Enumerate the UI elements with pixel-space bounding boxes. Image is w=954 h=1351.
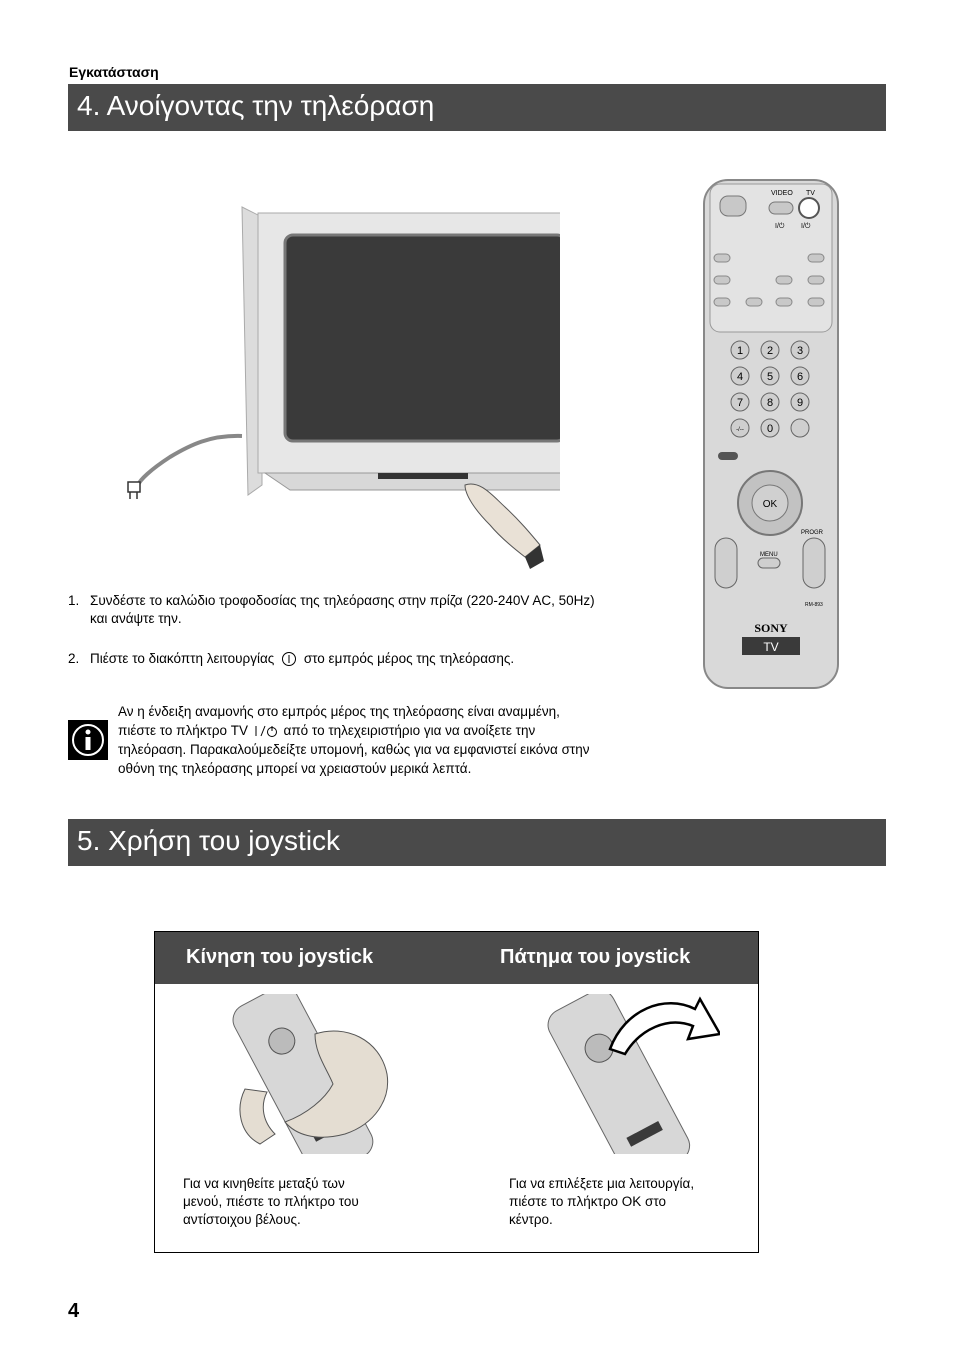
tv-illustration [120,195,560,575]
svg-text:2: 2 [766,345,774,357]
svg-text:5: 5 [766,371,774,383]
remote-control-illustration [700,176,845,694]
joystick-box-header [155,932,758,984]
curved-arrow-icon [610,999,720,1054]
step-2: 2. Πιέστε το διακόπτη λειτουργίας στο εμπρός μέρος της τηλεόρασης. [68,651,515,666]
joystick-press-illustration [540,994,720,1154]
step-1: 1. Συνδέστε το καλώδιο τροφοδοσίας της τηλεόρασης στην πρίζα (220-240V AC, 50Hz) και ανάψτε την. [68,593,595,626]
section-label: Εγκατάσταση [69,64,159,80]
mute-button [720,196,746,216]
video-label: VIDEO [771,190,793,197]
tv-power-symbol-icon [252,724,280,738]
power-cord [138,436,242,485]
section-5-header [68,819,886,866]
svg-text:8: 8 [766,397,774,409]
svg-text:TV: TV [763,640,779,654]
remote-brand: SONY [754,621,788,635]
menu-button [758,558,780,568]
svg-text:I/⏻: I/⏻ [801,223,811,230]
joystick-usage-box [154,931,759,1253]
svg-text:I/⏻: I/⏻ [775,223,785,230]
tv-screen [285,235,560,441]
svg-text:7: 7 [736,397,744,409]
svg-text:PROGR: PROGR [801,530,824,536]
page-number: 4 [68,1300,80,1322]
move-joystick-text: Για να κινηθείτε μεταξύ των μενού, πιέστε το πλήκτρο του αντίστοιχου βέλους. [183,1176,359,1227]
hand-icon [465,484,544,569]
svg-text:3: 3 [796,345,804,357]
info-note: Αν η ένδειξη αναμονής στο εμπρός μέρος της τηλεόρασης είναι αναμμένη, πιέστε το πλήκτρο TV από το τηλεχειριστήριο για να ανοίξετε την τηλεόραση. Παρακαλούμεδείξτε υπομονή, καθώς για να εμφανιστεί εικόνα στην οθόνη της τηλεόρασης μπορεί να χρειαστούν μερικά λεπτά. [118,704,590,776]
joystick-move-illustration [215,994,395,1154]
step-1-line-2: και ανάψτε την. [90,611,182,626]
press-joystick-title: Πάτημα του joystick [500,946,691,968]
info-icon [68,720,108,760]
move-joystick-title: Κίνηση του joystick [186,946,374,968]
power-switch-icon [278,651,300,667]
section-4-header [68,84,886,131]
plug-icon [128,482,140,499]
svg-text:9: 9 [796,397,804,409]
press-joystick-text: Για να επιλέξετε μια λειτουργία, πιέστε το πλήκτρο OK στο κέντρο. [509,1176,695,1227]
svg-text:0: 0 [766,423,774,435]
step-1-line-1: Συνδέστε το καλώδιο τροφοδοσίας της τηλεόρασης στην πρίζα (220-240V AC, 50Hz) [90,593,595,608]
svg-text:RM-893: RM-893 [805,602,823,608]
svg-text:1: 1 [736,345,744,357]
tv-key-label: TV [806,190,815,197]
svg-text:6: 6 [796,371,804,383]
svg-text:MENU: MENU [760,552,778,558]
section-4-title: 4. Ανοίγοντας την τηλεόραση [77,90,435,121]
video-power-button [769,202,793,214]
section-5-title: 5. Χρήση του joystick [77,825,341,856]
svg-text:OK: OK [762,499,778,510]
tv-power-button [799,198,819,218]
svg-text:4: 4 [736,371,744,383]
svg-text:-/--: -/-- [736,427,744,433]
